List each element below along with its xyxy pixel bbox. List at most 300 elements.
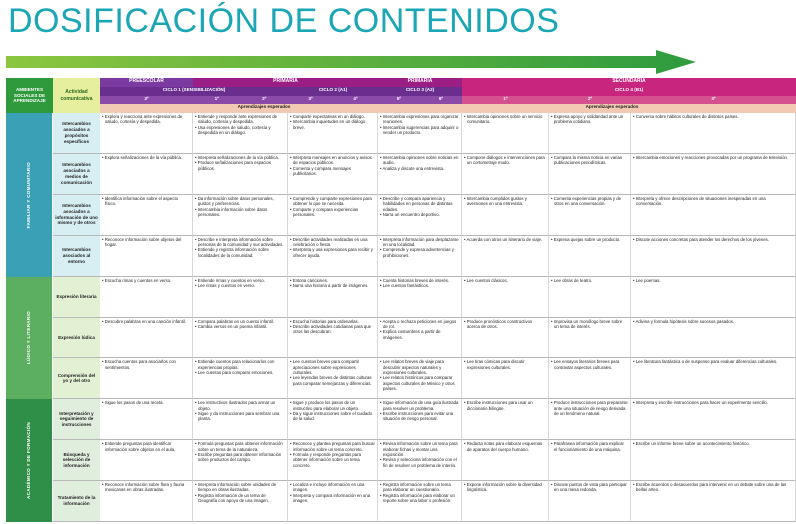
bullet-icon: • [102, 318, 105, 324]
list-item-text: Sigue información de una guía ilustrada para resolver un problema. [382, 400, 459, 411]
table-cell [549, 358, 631, 399]
list-item-text: Intercambia sugerencias para adquirir o vender un producto. [382, 124, 459, 136]
bullet-icon: • [380, 211, 383, 217]
list-item [290, 324, 375, 335]
list-item-text: Lee cuentos fantásticos. [382, 282, 430, 288]
bullet-icon: • [380, 359, 383, 365]
list-item [633, 482, 793, 493]
list-item-text: Parafrasea información para explicar el funcionamiento de una máquina. [553, 441, 624, 452]
bullet-icon: • [551, 236, 554, 242]
activity-label: Intercambios asociados a información de uno mismo y de otros [53, 195, 100, 236]
list-item [102, 237, 190, 248]
grade-label: 3º [711, 96, 716, 101]
table-cell [549, 236, 631, 277]
grade-label: 3º [308, 96, 313, 101]
list-item-text: Intercambia emociones y reacciones provocadas por un programa de televisión. [635, 154, 789, 160]
list-item-text: Escribe acuerdos o desacuerdos para intervenir en un debate sobre una de las bellas artes. [635, 482, 787, 493]
bullet-icon: • [290, 114, 293, 119]
list-item-text: Interpreta información sobre unidades de tiempo en obras ilustradas. [197, 482, 277, 493]
list-item-text: Lee leyendas breves de distintas culturas para comparar semejanzas y diferencias. [292, 375, 372, 386]
table-cell [631, 318, 796, 359]
table-cell [378, 399, 462, 440]
grade-label: 5º [396, 96, 402, 101]
bullet-icon: • [290, 482, 293, 488]
list-item-text: Lee tiras cómicas para discutir expresiones culturales. [466, 359, 525, 370]
list-item [633, 278, 793, 283]
list-item [290, 237, 375, 248]
list-item-text: Improvisa un monólogo breve sobre un tema de interés. [553, 318, 623, 329]
list-item [195, 482, 285, 493]
list-item-text: Lee poemas. [635, 277, 661, 283]
bullet-icon: • [551, 441, 554, 447]
list-item-text: Lee ensayos literarios breves para contrastar aspectos culturales. [553, 359, 620, 370]
list-item [380, 283, 459, 288]
table-cell [549, 195, 631, 236]
list-item-text: Acuerda con otros un itinerario de viaje. [466, 236, 543, 242]
cycle-2: CICLO 2 (A1) [288, 87, 378, 96]
actividad-header: Actividad comunicativa [53, 78, 100, 113]
list-item-text: Compara palabras en un cuento infantil. [197, 318, 274, 324]
list-item-text: Conversa sobre hábitos culturales de distintos países. [635, 114, 739, 119]
list-item [551, 114, 628, 125]
table-cell [549, 481, 631, 522]
bullet-icon: • [380, 492, 383, 498]
bullet-icon: • [380, 441, 383, 447]
list-item [551, 400, 628, 416]
list-item-text: Interpreta mensajes en anuncios y avisos de espacios públicos. [292, 154, 372, 166]
bullet-icon: • [102, 195, 105, 201]
list-item-text: Comprende y expresa advertencias y prohibiciones. [382, 247, 454, 258]
table-cell [462, 440, 549, 481]
bullet-icon: • [633, 441, 636, 447]
bullet-icon: • [551, 482, 554, 488]
grade-label: 3º [144, 96, 149, 101]
list-item [290, 166, 375, 177]
bullet-icon: • [290, 195, 293, 201]
list-item [551, 482, 628, 493]
list-item-text: Formula y responde preguntas para obtener información sobre un tema concreto. [292, 451, 362, 468]
grade-group [462, 96, 549, 104]
table-cell [100, 358, 193, 399]
list-item-text: Acepta o rechaza peticiones en juegos de rol. [382, 318, 457, 329]
bullet-icon: • [464, 318, 467, 324]
level-primaria-1: PRIMARIA [193, 78, 378, 87]
bullet-icon: • [290, 411, 293, 417]
list-item [290, 196, 375, 207]
table-cell [631, 358, 796, 399]
list-item-text: Produce instrucciones para prepararse ante una situación de riesgo derivada de un fenómeno natural. [553, 400, 628, 417]
bullet-icon: • [551, 195, 554, 201]
bullet-icon: • [195, 160, 198, 166]
table-cell [193, 154, 288, 195]
list-item [551, 196, 628, 207]
grade-group [193, 96, 288, 104]
level-preescolar: PREESCOLAR [100, 78, 193, 87]
bullet-icon: • [102, 441, 105, 447]
bullet-icon: • [380, 154, 383, 160]
grade-label: 2º [262, 96, 267, 101]
list-item [380, 493, 459, 504]
bullet-icon: • [290, 282, 293, 288]
table-cell [193, 318, 288, 359]
aprendizajes-header-1: Aprendizajes esperados [100, 104, 428, 113]
list-item-text: Produce pronósticos constructivos acerca de otros. [466, 318, 533, 329]
bullet-icon: • [464, 154, 467, 160]
level-secundaria: SECUNDARIA [462, 78, 796, 87]
list-item-text: Escribe instrucciones para usar un diccionario bilingüe. [466, 400, 533, 411]
table-cell [378, 481, 462, 522]
table-cell [193, 277, 288, 318]
list-item [464, 278, 546, 283]
bullet-icon: • [195, 318, 198, 324]
bullet-icon: • [195, 400, 198, 406]
bullet-icon: • [464, 277, 467, 283]
table-cell [288, 358, 378, 399]
bullet-icon: • [464, 441, 467, 447]
table-cell [462, 113, 549, 154]
list-item [380, 411, 459, 422]
list-item [464, 400, 546, 411]
level-primaria-2: PRIMARIA [378, 78, 462, 87]
list-item-text: Lee relatos breves de viaje para descubrir aspectos naturales y expresiones culturales. [382, 359, 444, 376]
list-item-text: Formula preguntas para obtener información sobre un tema de la naturaleza. [197, 441, 283, 452]
activity-label: Intercambios asociados a propósitos específicos [53, 113, 100, 154]
table-cell [549, 440, 631, 481]
list-item-text: Escribe un informe breve sobre un acontecimiento histórico. [635, 441, 750, 447]
bullet-icon: • [102, 359, 105, 365]
list-item [102, 196, 190, 207]
bullet-icon: • [102, 482, 105, 488]
list-item-text: Localiza e incluye información en una imagen. [292, 482, 365, 493]
list-item-text: Intercambia información sobre datos personales. [197, 206, 268, 217]
table-cell [100, 318, 193, 359]
bullet-icon: • [633, 277, 636, 283]
table-cell [378, 195, 462, 236]
list-item [102, 278, 190, 283]
list-item [464, 114, 546, 125]
table-cell [631, 440, 796, 481]
table-cell [193, 113, 288, 154]
list-item [195, 247, 285, 258]
bullet-icon: • [195, 411, 198, 417]
table-cell [193, 358, 288, 399]
grade-label: 1º [503, 96, 508, 101]
bullet-icon: • [633, 318, 636, 324]
list-item-text: Da información sobre datos personales, gustos y preferencias. [197, 195, 274, 207]
list-item-text: Expone información sobre la diversidad lingüística. [466, 482, 542, 493]
list-item-text: Reconoce información sobre objetos del hogar. [104, 236, 182, 248]
table-cell [100, 154, 193, 195]
list-item [102, 441, 190, 452]
list-item-text: Entona canciones. [292, 277, 329, 283]
list-item [633, 319, 793, 324]
list-item-text: Registra información sobre un tema para elaborar un cuestionario. [382, 482, 451, 493]
bullet-icon: • [195, 277, 198, 283]
list-item-text: Sigue y da instrucciones para sembrar una planta. [197, 411, 280, 422]
cycle-3: CICLO 3 (A2) [378, 87, 462, 96]
bullet-icon: • [380, 195, 383, 201]
bullet-icon: • [380, 318, 383, 324]
list-item-text: Interpreta información para desplazarse en una localidad. [382, 236, 459, 248]
list-item [102, 400, 190, 405]
table-cell [462, 318, 549, 359]
list-item-text: Redacta notas para elaborar esquemas de aparatos del cuerpo humano. [466, 441, 543, 452]
bullet-icon: • [380, 375, 383, 381]
activity-label: Interpretación y seguimiento de instrucciones [53, 399, 100, 440]
bullet-icon: • [380, 236, 383, 242]
list-item-text: Explica costumbres a partir de imágenes. [382, 329, 441, 340]
list-item [464, 237, 546, 242]
list-item [633, 114, 793, 119]
list-item [633, 237, 793, 242]
table-cell [631, 195, 796, 236]
ambitos-header: AMBIENTES SOCIALES DE APRENDIZAJE [6, 78, 53, 113]
list-item [290, 207, 375, 218]
table-cell [100, 399, 193, 440]
list-item [380, 359, 459, 375]
list-item [195, 283, 285, 288]
list-item-text: Interpreta y usa expresiones para recibir y ofrecer ayuda. [292, 247, 373, 258]
bullet-icon: • [464, 195, 467, 201]
table-cell [100, 236, 193, 277]
cycle-4: CICLO 4 (B1) [462, 87, 796, 96]
list-item [195, 411, 285, 422]
table-cell [462, 154, 549, 195]
bullet-icon: • [290, 359, 293, 365]
list-item-text: Compone diálogos e intervenciones para un cortometraje mudo. [466, 154, 545, 166]
bullet-icon: • [290, 165, 293, 171]
bullet-icon: • [195, 441, 198, 447]
bullet-icon: • [380, 124, 383, 130]
table-cell [631, 481, 796, 522]
list-item-text: Lee cuentos para comparar emociones. [197, 370, 274, 376]
table-cell [549, 399, 631, 440]
activity-label: Intercambios asociados al entorno [53, 236, 100, 277]
grade-label: 4º [353, 96, 358, 101]
list-item [195, 359, 285, 370]
bullet-icon: • [195, 236, 198, 242]
bullet-icon: • [195, 195, 198, 201]
list-item-text: Revisa y selecciona información con el fin de resolver un problema de interés. [382, 457, 457, 468]
list-item-text: Lee literatura fantástica o de suspenso para evaluar diferencias culturales. [635, 359, 778, 365]
bullet-icon: • [102, 236, 105, 242]
list-item [195, 452, 285, 463]
list-item [195, 125, 285, 136]
grade-label: 1º [214, 96, 219, 101]
list-item [380, 482, 459, 493]
table-cell [378, 113, 462, 154]
bullet-icon: • [380, 114, 383, 119]
bullet-icon: • [290, 451, 293, 457]
bullet-icon: • [290, 375, 293, 381]
list-item [290, 400, 375, 411]
table-cell [288, 277, 378, 318]
list-item [551, 237, 628, 242]
list-item-text: Interpreta y ofrece descripciones de situaciones inesperadas en una conversación. [635, 195, 766, 207]
list-item [551, 359, 628, 370]
table-cell [193, 481, 288, 522]
list-item [464, 196, 546, 207]
bullet-icon: • [551, 359, 554, 365]
bullet-icon: • [633, 482, 636, 488]
list-item-text: Expresa apoyo y solidaridad ante un problema cotidiano. [553, 114, 624, 125]
list-item-text: Intercambia expresiones para organizar reuniones. [382, 114, 459, 125]
bullet-icon: • [102, 277, 105, 283]
bullet-icon: • [380, 247, 383, 253]
bullet-icon: • [380, 329, 383, 335]
activity-label: Comprensión del yo y del otro [53, 358, 100, 399]
bullet-icon: • [380, 411, 383, 417]
list-item [290, 482, 375, 493]
list-item-text: Registra información para elaborar un reporte sobre una labor o profesión. [382, 492, 455, 504]
table-cell [378, 236, 462, 277]
list-item-text: Escribe preguntas para obtener información sobre productos del campo. [197, 451, 282, 463]
list-item [380, 166, 459, 171]
bullet-icon: • [633, 195, 636, 201]
list-item [464, 441, 546, 452]
grade-label: 2º [587, 96, 593, 101]
grade-group [100, 96, 193, 104]
table-cell [288, 154, 378, 195]
list-item-text: Identifica información sobre el aspecto físico. [104, 195, 179, 207]
bullet-icon: • [380, 165, 383, 171]
grade-group [549, 96, 631, 104]
list-item-text: Narra una historia a partir de imágenes. [292, 282, 369, 288]
table-cell [378, 358, 462, 399]
bullet-icon: • [102, 114, 105, 119]
list-item [195, 196, 285, 207]
table-cell [549, 277, 631, 318]
list-item-text: Describe y compara apariencia y habilidades en personas de distintas edades. [382, 195, 453, 212]
list-item [290, 441, 375, 452]
table-cell [549, 154, 631, 195]
list-item-text: Describe e interpreta información sobre personas de la comunidad y sus actividades. [197, 236, 284, 248]
bullet-icon: • [551, 277, 554, 283]
bullet-icon: • [290, 277, 293, 283]
table-cell [631, 236, 796, 277]
list-item [380, 125, 459, 136]
list-item-text: Describe actividades cotidianas para que otros las descubran. [292, 323, 372, 335]
table-cell [462, 277, 549, 318]
table-cell [193, 399, 288, 440]
activity-label: Tratamiento de la información [53, 481, 100, 522]
list-item-text: Produce señalizaciones para espacios públicos. [197, 160, 272, 171]
ambito-familiar: FAMILIAR Y COMUNITARIO [6, 113, 53, 277]
list-item-text: Discute puntos de vista para participar en una mesa redonda. [553, 482, 627, 493]
bullet-icon: • [464, 400, 467, 406]
bullet-icon: • [464, 236, 467, 242]
activity-label: Expresión lúdica [53, 318, 100, 359]
list-item-text: Reconoce y plantea preguntas para buscar información sobre un tema concreto. [292, 441, 375, 452]
bullet-icon: • [633, 154, 636, 160]
bullet-icon: • [195, 492, 198, 498]
bullet-icon: • [102, 154, 105, 160]
bullet-icon: • [551, 114, 554, 119]
list-item-text: Sigue los pasos de una receta. [104, 400, 164, 406]
list-item-text: Interpreta y compara información en una imagen. [292, 492, 371, 504]
list-item [102, 155, 190, 160]
list-item [551, 278, 628, 283]
bullet-icon: • [290, 247, 293, 253]
list-item-text: Lee obras de teatro. [553, 277, 593, 283]
bullet-icon: • [290, 236, 293, 242]
list-item-text: Compara la misma noticia en varias publicaciones periodísticas. [553, 154, 623, 166]
table-cell [288, 195, 378, 236]
cycle-1: CICLO 1 (SENSIBILIZACIÓN) [100, 87, 288, 96]
list-item [464, 319, 546, 330]
bullet-icon: • [195, 370, 198, 376]
list-item-text: Da y sigue instrucciones sobre el cuidado de la salud. [292, 411, 373, 422]
list-item [380, 212, 459, 217]
bullet-icon: • [195, 323, 198, 329]
list-item [551, 319, 628, 330]
bullet-icon: • [464, 482, 467, 488]
list-item [195, 441, 285, 452]
list-item-text: Intercambia opiniones sobre noticias en audio. [382, 154, 459, 166]
arrow-right-icon [6, 50, 696, 74]
table-cell [631, 277, 796, 318]
bullet-icon: • [290, 119, 293, 125]
ambito-academico: ACADÉMICO Y DE FORMACIÓN [6, 399, 53, 522]
table-cell [100, 195, 193, 236]
list-item-text: Descubre palabras en una canción infantil. [104, 318, 186, 324]
list-item [195, 400, 285, 411]
table-cell [378, 277, 462, 318]
list-item-text: Escribe instrucciones para evitar una situación de riesgo personal. [382, 411, 454, 422]
list-item-text: Adivina y formula hipótesis sobre sucesos pasados. [635, 318, 735, 324]
aprendizajes-header-2: Aprendizajes esperados [428, 104, 796, 113]
list-item [195, 237, 285, 248]
list-item [551, 155, 628, 166]
bullet-icon: • [195, 247, 198, 253]
list-item-text: Expresa quejas sobre un producto. [553, 236, 621, 242]
table-cell [462, 236, 549, 277]
list-item [633, 441, 793, 446]
list-item-text: Intercambia opiniones sobre un servicio comunitario. [466, 114, 543, 125]
list-item [102, 114, 190, 125]
table-cell [549, 113, 631, 154]
page-title: DOSIFICACIÓN DE CONTENIDOS [8, 2, 560, 40]
table-cell [100, 277, 193, 318]
table-cell [100, 113, 193, 154]
activity-label: Expresión literaria [53, 277, 100, 318]
table-cell [100, 481, 193, 522]
bullet-icon: • [290, 206, 293, 212]
list-item-text: Comparte expectativas en un diálogo. [292, 114, 365, 119]
table-cell [462, 399, 549, 440]
list-item-text: Analiza y discute una entrevista. [382, 165, 445, 171]
list-item [380, 196, 459, 212]
bullet-icon: • [195, 282, 198, 288]
list-item-text: Comprende y comparte expresiones para obtener lo que se necesita. [292, 195, 372, 207]
list-item-text: Explora y reacciona ante expresiones de saludo, cortesía y despedida. [104, 114, 183, 125]
list-item [380, 441, 459, 457]
list-item [380, 400, 459, 411]
list-item-text: Comenta y compara mensajes publicitarios. [292, 165, 351, 176]
list-item-text: Entiende rimas y cuentos en verso. [197, 277, 265, 283]
list-item-text: Escucha historias para ordenarlas. [292, 318, 359, 324]
table-cell [462, 481, 549, 522]
list-item-text: Describe actividades realizadas en una celebración o fiesta. [292, 236, 368, 248]
list-item [380, 329, 459, 340]
bullet-icon: • [195, 154, 198, 160]
table-cell [288, 399, 378, 440]
bullet-icon: • [290, 154, 293, 160]
bullet-icon: • [195, 451, 198, 457]
bullet-icon: • [380, 282, 383, 288]
list-item [464, 482, 546, 493]
list-item [380, 114, 459, 125]
